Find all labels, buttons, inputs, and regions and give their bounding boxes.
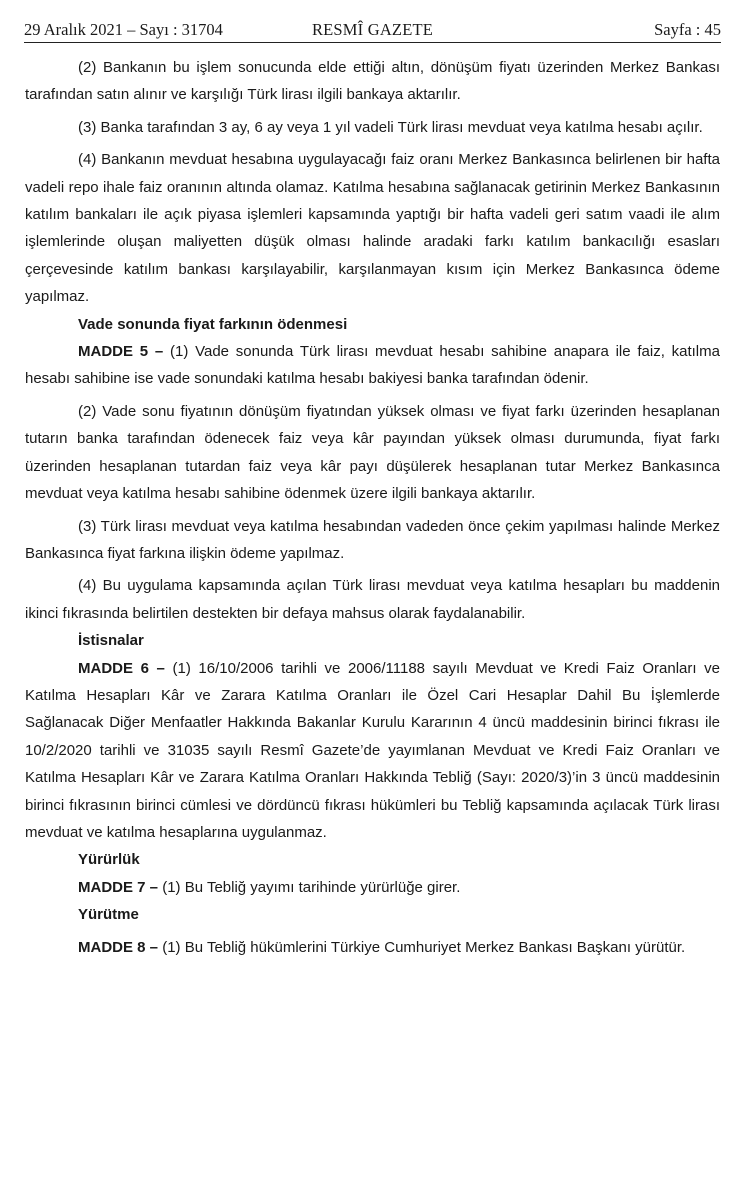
article-text: (1) 16/10/2006 tarihli ve 2006/11188 sayılı Mevduat ve Kredi Faiz Oranları ve Katılma Hesapları Kâr ve Zarara Katılma Oranları ile Özel Cari Hesaplar Dahil Bu İşlemlerde Sağlanacak Diğer Menfaatler Hakkında Bakanlar Kurulu Kararının 4 üncü maddesinin birinci fıkrası ile 10/2/2020 tarihli ve 31035 sayılı Resmî Gazete’de yayımlanan Mevduat ve Kredi Faiz Oranları ve Katılma Hesapları Kâr ve Zarara Katılma Oranları Hakkında Tebliğ (Sayı: 2020/3)’in 3 üncü maddesinin birinci fıkrasının birinci cümlesi ve dördüncü fıkrası hükümleri bu Tebliğ kapsamında açılacak Türk lirası mevduat ve katılma hesaplarına uygulanmaz. bbox=[25, 659, 720, 841]
article-paragraph bbox=[25, 934, 720, 961]
paragraph: (4) Bu uygulama kapsamında açılan Türk lirası mevduat veya katılma hesapları bu maddenin ikinci fıkrasında belirtilen destekten bir defaya mahsus olarak faydalanabilir. bbox=[25, 577, 720, 622]
page-header bbox=[24, 14, 721, 43]
paragraph: (3) Banka tarafından 3 ay, 6 ay veya 1 yıl vadeli Türk lirası mevduat veya katılma hesabı açılır. bbox=[78, 118, 703, 136]
paragraph: (2) Vade sonu fiyatının dönüşüm fiyatından yüksek olması ve fiyat farkı üzerinden hesaplanan tutarın banka tarafından ödenecek faiz veya kâr payından yüksek olması durumunda, fiyat farkı üzerinden hesaplanan tutardan faiz veya kâr payı düşülerek hesaplanan tutar Merkez Bankasınca mevduat veya katılma hesabı sahibine ödenmek üzere ilgili bankaya aktarılır. bbox=[25, 402, 720, 503]
article-text: (1) Bu Tebliğ hükümlerini Türkiye Cumhuriyet Merkez Bankası Başkanı yürütür. bbox=[158, 938, 686, 956]
section-heading: Yürürlük bbox=[78, 851, 140, 869]
section-heading: İstisnalar bbox=[78, 632, 144, 650]
document-body bbox=[25, 54, 720, 961]
gazette-title: RESMÎ GAZETE bbox=[311, 20, 434, 39]
article-paragraph bbox=[25, 655, 720, 847]
issue-date-number: 29 Aralık 2021 – Sayı : 31704 bbox=[24, 20, 223, 39]
section-heading: Vade sonunda fiyat farkının ödenmesi bbox=[78, 315, 348, 333]
article-label: MADDE 7 – bbox=[78, 878, 159, 896]
article-label: MADDE 5 – bbox=[78, 343, 164, 361]
section-heading: Yürütme bbox=[78, 906, 139, 924]
paragraph: (2) Bankanın bu işlem sonucunda elde ettiği altın, dönüşüm fiyatı üzerinden Merkez Bankası tarafından satın alınır ve karşılığı Türk lirası ilgili bankaya aktarılır. bbox=[25, 59, 720, 104]
article-label: MADDE 6 – bbox=[78, 659, 165, 677]
page-number: Sayfa : 45 bbox=[654, 20, 721, 39]
article-paragraph bbox=[25, 874, 720, 901]
article-label: MADDE 8 – bbox=[78, 938, 159, 956]
article-paragraph bbox=[25, 338, 720, 393]
article-text: (1) Bu Tebliğ yayımı tarihinde yürürlüğe girer. bbox=[158, 878, 461, 896]
paragraph: (4) Bankanın mevduat hesabına uygulayacağı faiz oranı Merkez Bankasınca belirlenen bir hafta vadeli repo ihale faiz oranının altında olamaz. Katılma hesabına sağlanacak getirinin Merkez Bankasının katılım bankaları ile açık piyasa işlemleri kapsamında yaptığı bir hafta vadeli geri satım vaadi ile alım işlemlerinde oluşan maliyetten düşük olması halinde aradaki farkı katılım bankacılığı esasları çerçevesinde katılım bankası karşılayabilir, karşılanmayan kısım için Merkez Bankasınca ödeme yapılmaz. bbox=[25, 151, 720, 306]
paragraph: (3) Türk lirası mevduat veya katılma hesabından vadeden önce çekim yapılması halinde Merkez Bankasınca fiyat farkına ilişkin ödeme yapılmaz. bbox=[25, 517, 720, 562]
article-text: (1) Vade sonunda Türk lirası mevduat hesabı sahibine anapara ile faiz, katılma hesabı sahibine ise vade sonundaki katılma hesabı bakiyesi banka tarafından ödenir. bbox=[25, 343, 720, 388]
